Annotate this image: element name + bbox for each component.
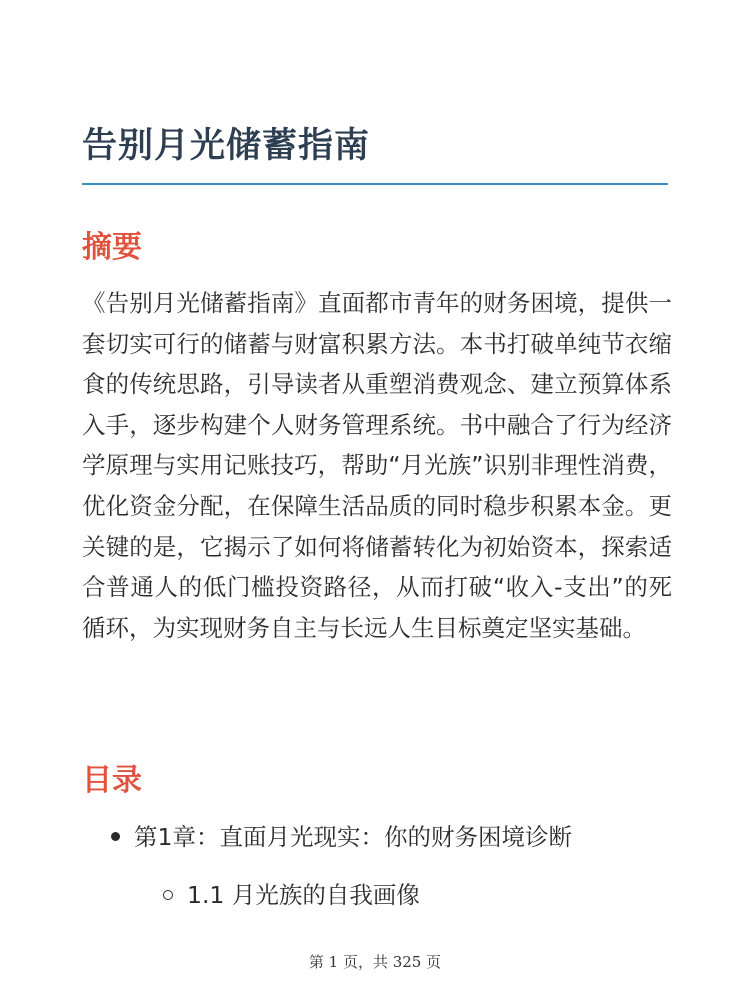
toc-item-chapter-1[interactable] bbox=[111, 818, 572, 852]
document-title: 告别月光储蓄指南 bbox=[82, 126, 371, 166]
toc-heading: 目录 bbox=[82, 763, 142, 798]
abstract-heading: 摘要 bbox=[82, 230, 142, 265]
bullet-disc-icon bbox=[111, 832, 120, 841]
toc-item-section-1-1[interactable] bbox=[163, 876, 420, 910]
bullet-circle-icon bbox=[163, 890, 173, 900]
title-divider bbox=[82, 183, 668, 185]
toc-item-label: 1.1 月光族的自我画像 bbox=[187, 881, 420, 909]
page-number-footer: 第 1 页，共 325 页 bbox=[308, 953, 442, 971]
abstract-paragraph: 《告别月光储蓄指南》直面都市青年的财务困境，提供一套切实可行的储蓄与财富积累方法。本书打破单纯节衣缩食的传统思路，引导读者从重塑消费观念、建立预算体系入手，逐步构建个人财务管理系统。书中融合了行为经济学原理与实用记账技巧，帮助“月光族”识别非理性消费，优化资金分配，在保障生活品质的同时稳步积累本金。更关键的是，它揭示了如何将储蓄转化为初始资本，探索适合普通人的低门槛投资路径，从而打破“收入-支出”的死循环，为实现财务自主与长远人生目标奠定坚实基础。 bbox=[82, 289, 672, 642]
toc-item-label: 第1章：直面月光现实：你的财务困境诊断 bbox=[134, 823, 572, 851]
